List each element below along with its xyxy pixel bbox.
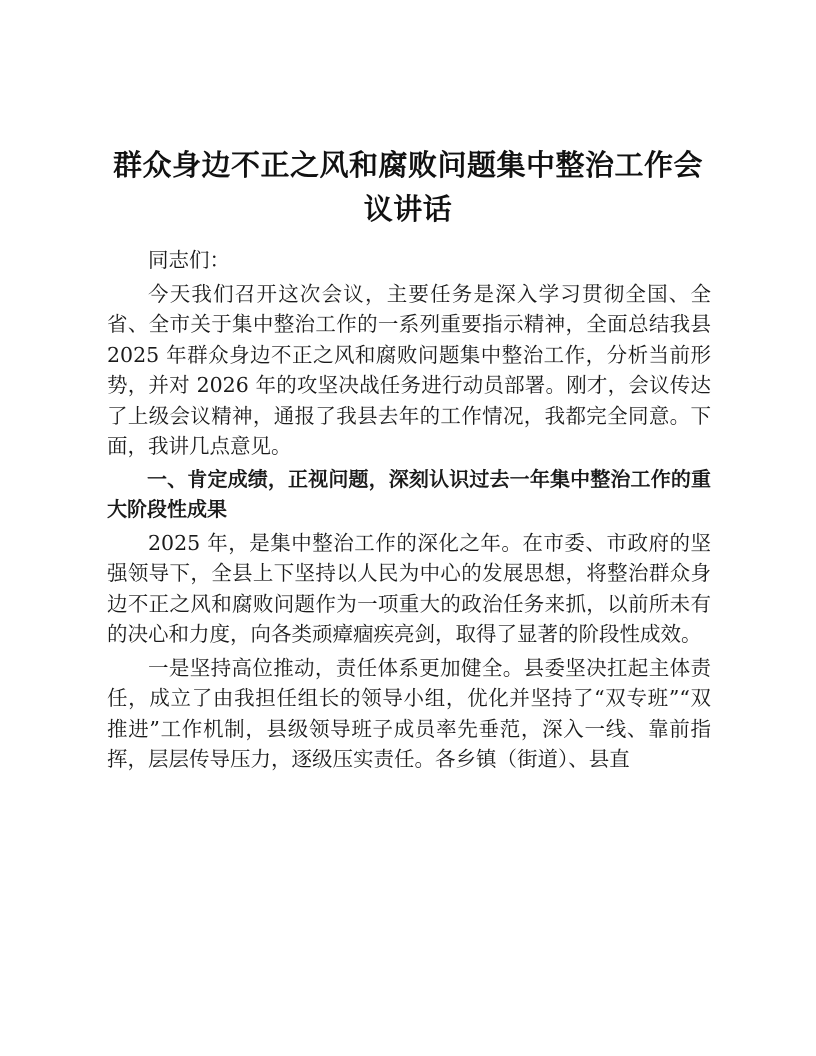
body-paragraph: 一是坚持高位推动，责任体系更加健全。县委坚决扛起主体责任，成立了由我担任组长的领导小组，优化并坚持了“双专班”“双推进”工作机制，县级领导班子成员率先垂范，深入一线、靠前指挥，层层传导压力，逐级压实责任。各乡镇（街道）、县直 bbox=[107, 655, 711, 771]
document-body bbox=[107, 245, 711, 775]
body-paragraph: 今天我们召开这次会议，主要任务是深入学习贯彻全国、全省、全市关于集中整治工作的一系列重要指示精神，全面总结我县 2025 年群众身边不正之风和腐败问题集中整治工作，分析当前形势，并对 2026 年的攻坚决战任务进行动员部署。刚才，会议传达了上级会议精神，通报了我县去年的工作情况，我都完全同意。下面，我讲几点意见。 bbox=[107, 281, 711, 458]
section-heading: 一、肯定成绩，正视问题，深刻认识过去一年集中整治工作的重大阶段性成果 bbox=[107, 466, 711, 521]
greeting-paragraph: 同志们： bbox=[148, 248, 230, 272]
document-title: 群众身边不正之风和腐败问题集中整治工作会议讲话 bbox=[112, 148, 703, 226]
body-paragraph: 2025 年，是集中整治工作的深化之年。在市委、市政府的坚强领导下，全县上下坚持以人民为中心的发展思想，将整治群众身边不正之风和腐败问题作为一项重大的政治任务来抓，以前所未有的决心和力度，向各类顽瘴痼疾亮剑，取得了显著的阶段性成效。 bbox=[107, 530, 711, 646]
